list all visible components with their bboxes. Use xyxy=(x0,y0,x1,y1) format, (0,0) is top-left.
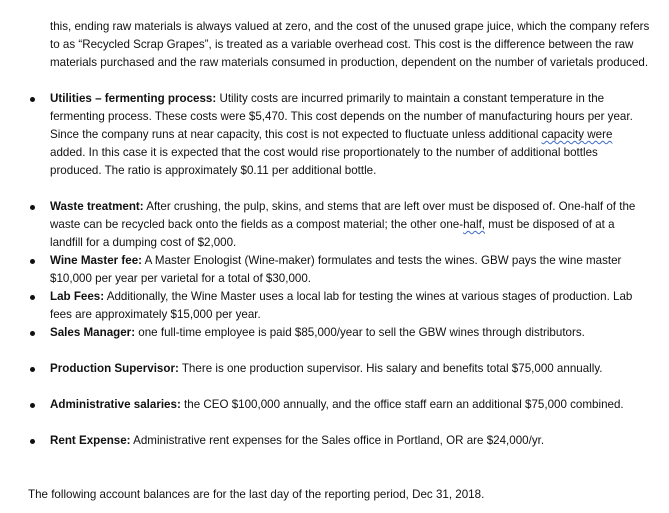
bullet-dot-icon xyxy=(30,259,35,264)
bullet-text: There is one production supervisor. His salary and benefits total $75,000 annually. xyxy=(178,362,603,375)
bullet-dot-icon xyxy=(30,97,35,102)
intro-paragraph: this, ending raw materials is always valued at zero, and the cost of the unused grape juice, which the company refers to as “Recycled Scrap Grapes”, is treated as a variable overhead cost. This cost is the difference between the raw materials purchased and the raw materials consumed in production, dependent on the number of varietals produced. xyxy=(50,20,650,69)
bullet-text: must be disposed of at a landfill for a dumping cost of $2,000. xyxy=(50,218,615,249)
bullet-production-supervisor xyxy=(50,360,650,378)
bullet-text: one full-time employee is paid $85,000/year to sell the GBW wines through distributors. xyxy=(135,326,585,339)
bullet-label: Administrative salaries: xyxy=(50,398,181,411)
bullet-text: Administrative rent expenses for the Sales office in Portland, OR are $24,000/yr. xyxy=(130,434,545,447)
bullet-text: After crushing, the pulp, skins, and stems that are left over must be disposed of. One-half of the waste can be recycled back onto the fields as a compost material; the other one- xyxy=(50,200,636,231)
bullet-waste-treatment xyxy=(50,198,650,252)
bullet-utilities xyxy=(50,90,650,180)
bullet-text: A Master Enologist (Wine-maker) formulates and tests the wines. GBW pays the wine master $10,000 per year per varietal for a total of $30,000. xyxy=(50,254,622,285)
bullet-label: Utilities – fermenting process: xyxy=(50,92,217,105)
bullet-label: Production Supervisor: xyxy=(50,362,179,375)
bullet-text: the CEO $100,000 annually, and the office staff earn an additional $75,000 combined. xyxy=(180,398,624,411)
bullet-sales-manager xyxy=(50,324,650,342)
bullet-label: Waste treatment: xyxy=(50,200,144,213)
bullet-administrative-salaries xyxy=(50,396,650,414)
bullet-dot-icon xyxy=(30,439,35,444)
bullet-label: Sales Manager: xyxy=(50,326,136,339)
bullet-lab-fees xyxy=(50,288,650,324)
spellcheck-marked-text: capacity were xyxy=(541,128,613,141)
bullet-dot-icon xyxy=(30,403,35,408)
bullet-text: Additionally, the Wine Master uses a local lab for testing the wines at various stages of production. Lab fees are approximately $15,000 per year. xyxy=(50,290,633,321)
spellcheck-marked-text: half, xyxy=(463,218,486,231)
bullet-rent-expense xyxy=(50,432,650,450)
bullet-label: Wine Master fee: xyxy=(50,254,143,267)
bullet-dot-icon xyxy=(30,331,35,336)
bullet-dot-icon xyxy=(30,205,35,210)
bullet-text: Utility costs are incurred primarily to maintain a constant temperature in the fermenting process. These costs were $5,470. This cost depends on the number of manufacturing hours per year. Since the company runs at near capacity, this cost is not expected to fluctuate unless additional xyxy=(50,92,633,141)
bullet-wine-master-fee xyxy=(50,252,650,288)
bullet-dot-icon xyxy=(30,367,35,372)
account-balances-note: The following account balances are for the last day of the reporting period, Dec 31, 2018. xyxy=(28,488,485,501)
bullet-text: added. In this case it is expected that the cost would rise proportionately to the number of additional bottles produced. The ratio is approximately $0.11 per additional bottle. xyxy=(50,146,598,177)
bullet-dot-icon xyxy=(30,295,35,300)
bullet-label: Lab Fees: xyxy=(50,290,105,303)
bullet-label: Rent Expense: xyxy=(50,434,131,447)
